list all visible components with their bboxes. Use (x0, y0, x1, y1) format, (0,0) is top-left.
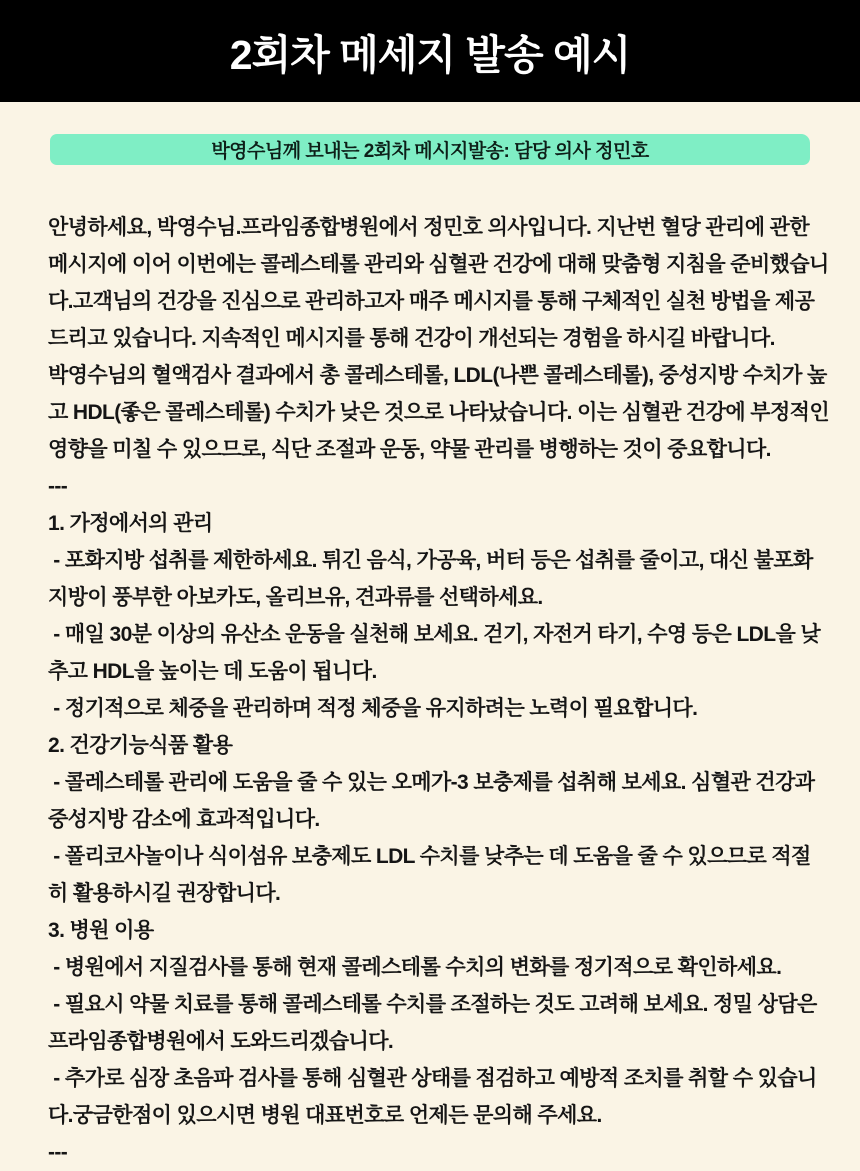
title-banner (0, 0, 860, 102)
list-item-lipid-test: - 병원에서 지질검사를 통해 현재 콜레스테롤 수치의 변화를 정기적으로 확인하세요. (48, 956, 782, 979)
message-paragraph-greeting: 안녕하세요, 박영수님.프라임종합병원에서 정민호 의사입니다. 지난번 혈당 관리에 관한 메시지에 이어 이번에는 콜레스테롤 관리와 심혈관 건강에 대해 맞춤형 지침을 준비했습니다.고객님의 건강을 진심으로 관리하고자 매주 메시지를 통해 구체적인 실천 방법을 제공드리고 있습니다. 지속적인 메시지를 통해 건강이 개선되는 경험을 하시길 바랍니다. (48, 216, 829, 350)
list-item-aerobic-exercise: - 매일 30분 이상의 유산소 운동을 실천해 보세요. 걷기, 자전거 타기, 수영 등은 LDL을 낮추고 HDL을 높이는 데 도움이 됩니다. (48, 623, 821, 683)
list-item-medication: - 필요시 약물 치료를 통해 콜레스테롤 수치를 조절하는 것도 고려해 보세요. 정밀 상담은 프라임종합병원에서 도와드리겠습니다. (48, 993, 822, 1053)
list-item-echocardiogram: - 추가로 심장 초음파 검사를 통해 심혈관 상태를 점검하고 예방적 조치를 취할 수 있습니다.궁금한점이 있으시면 병원 대표번호로 언제든 문의해 주세요. (48, 1067, 817, 1127)
list-heading-hospital-use: 3. 병원 이용 (48, 919, 154, 942)
message-body (48, 209, 835, 1171)
subtitle-text: 박영수님께 보내는 2회차 메시지발송: 담당 의사 정민호 (211, 141, 649, 162)
page-title: 2회차 메세지 발송 예시 (229, 31, 631, 78)
list-heading-home-care: 1. 가정에서의 관리 (48, 512, 213, 535)
list-item-saturated-fat: - 포화지방 섭취를 제한하세요. 튀긴 음식, 가공육, 버터 등은 섭취를 줄이고, 대신 불포화지방이 풍부한 아보카도, 올리브유, 견과류를 선택하세요. (48, 549, 813, 609)
message-paragraph-blood-test: 박영수님의 혈액검사 결과에서 총 콜레스테롤, LDL(나쁜 콜레스테롤), 중성지방 수치가 높고 HDL(좋은 콜레스테롤) 수치가 낮은 것으로 나타났습니다. 이는 심혈관 건강에 부정적인 영향을 미칠 수 있으므로, 식단 조절과 운동, 약물 관리를 병행하는 것이 중요합니다. (48, 364, 835, 461)
divider-text-bottom: --- (48, 1141, 68, 1164)
message-document (0, 102, 860, 1171)
list-item-weight-management: - 정기적으로 체중을 관리하며 적정 체중을 유지하려는 노력이 필요합니다. (48, 697, 698, 720)
divider-text: --- (48, 475, 68, 498)
list-heading-supplements: 2. 건강기능식품 활용 (48, 734, 233, 757)
highlighted-subtitle-bar (50, 134, 810, 165)
list-item-policosanol: - 폴리코사놀이나 식이섬유 보충제도 LDL 수치를 낮추는 데 도움을 줄 수 있으므로 적절히 활용하시길 권장합니다. (48, 845, 811, 905)
subtitle-section (48, 102, 830, 165)
list-item-omega3: - 콜레스테롤 관리에 도움을 줄 수 있는 오메가-3 보충제를 섭취해 보세요. 심혈관 건강과 중성지방 감소에 효과적입니다. (48, 771, 820, 831)
